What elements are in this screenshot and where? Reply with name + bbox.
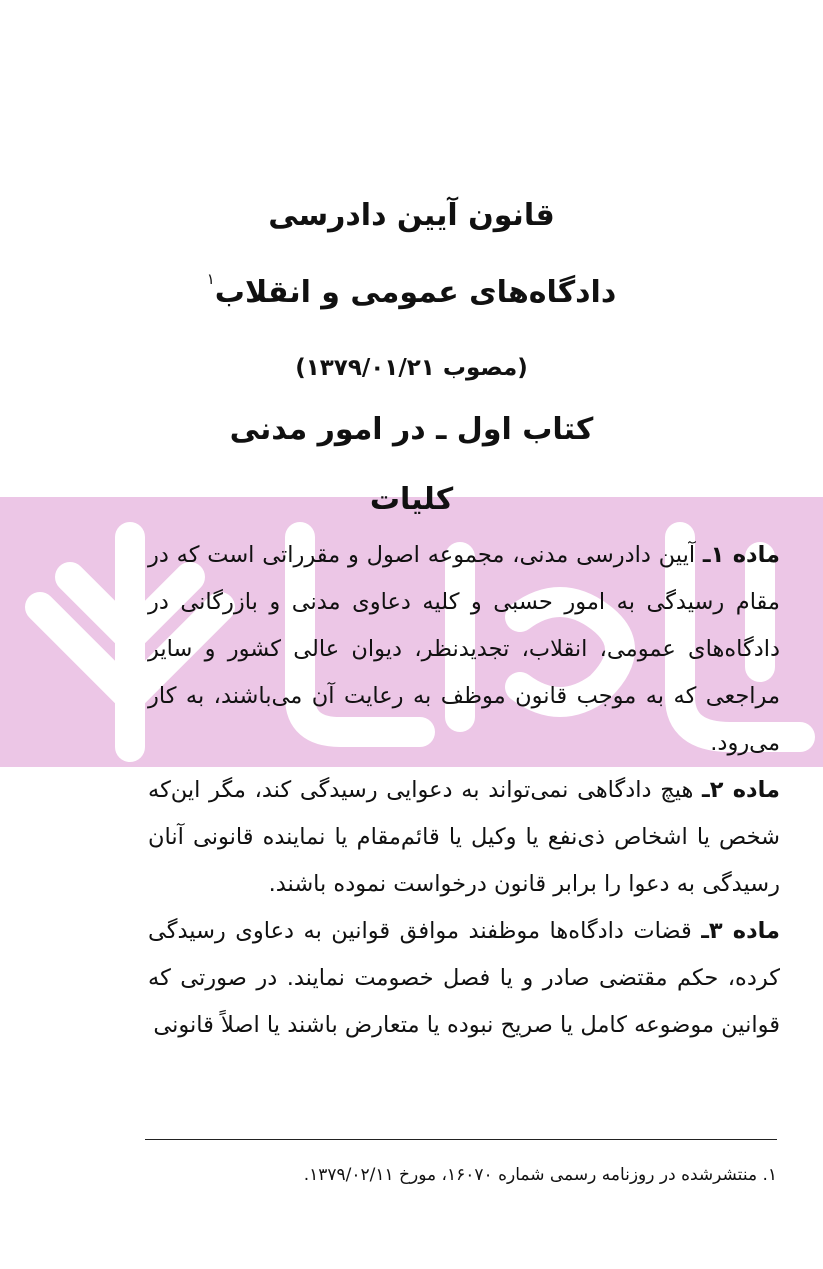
footnote-divider — [145, 1139, 777, 1140]
articles-body — [148, 532, 780, 1049]
footnote: ۱. منتشرشده در روزنامه رسمی شماره ۱۶۰۷۰، مورخ ۱۳۷۹/۰۲/۱۱. — [303, 1165, 777, 1185]
article-text: هیچ دادگاهی نمی‌تواند به دعوایی رسیدگی کند، مگر این‌که شخص یا اشخاص ذی‌نفع یا وکیل یا قائم‌مقام یا نماینده قانونی آنان رسیدگی به دعوا را برابر قانون درخواست نموده باشند. — [148, 777, 780, 897]
title-line-1: قانون آیین دادرسی — [268, 198, 555, 233]
approval-date: (مصوب ۱۳۷۹/۰۱/۲۱) — [295, 355, 528, 381]
article-text: آیین دادرسی مدنی، مجموعه اصول و مقرراتی است که در مقام رسیدگی به امور حسبی و کلیه دعاوی مدنی و بازرگانی در دادگاه‌های عمومی، انقلاب، تجدیدنظر، دیوان عالی کشور و سایر مراجعی که به موجب قانون موظف به رعایت آن می‌باشند، به کار می‌رود. — [148, 542, 780, 756]
article-label: ماده ۳ـ — [701, 918, 780, 944]
article-1 — [148, 532, 780, 767]
section-title: کلیات — [369, 482, 454, 517]
book-title: کتاب اول ـ در امور مدنی — [229, 412, 594, 447]
footnote-marker: ۱ — [206, 270, 215, 288]
article-label: ماده ۲ـ — [702, 777, 780, 803]
title-line-2 — [180, 255, 643, 317]
article-label: ماده ۱ـ — [702, 542, 780, 568]
article-3 — [148, 908, 780, 1049]
article-text: قضات دادگاه‌ها موظفند موافق قوانین به دعاوی رسیدگی کرده، حکم مقتضی صادر و یا فصل خصومت نمایند. در صورتی که قوانین موضوعه کامل یا صریح نبوده یا متعارض باشند یا اصلاً قانونی — [148, 918, 780, 1038]
title-line-2-text: دادگاه‌های عمومی و انقلاب — [214, 275, 617, 310]
article-2 — [148, 767, 780, 908]
